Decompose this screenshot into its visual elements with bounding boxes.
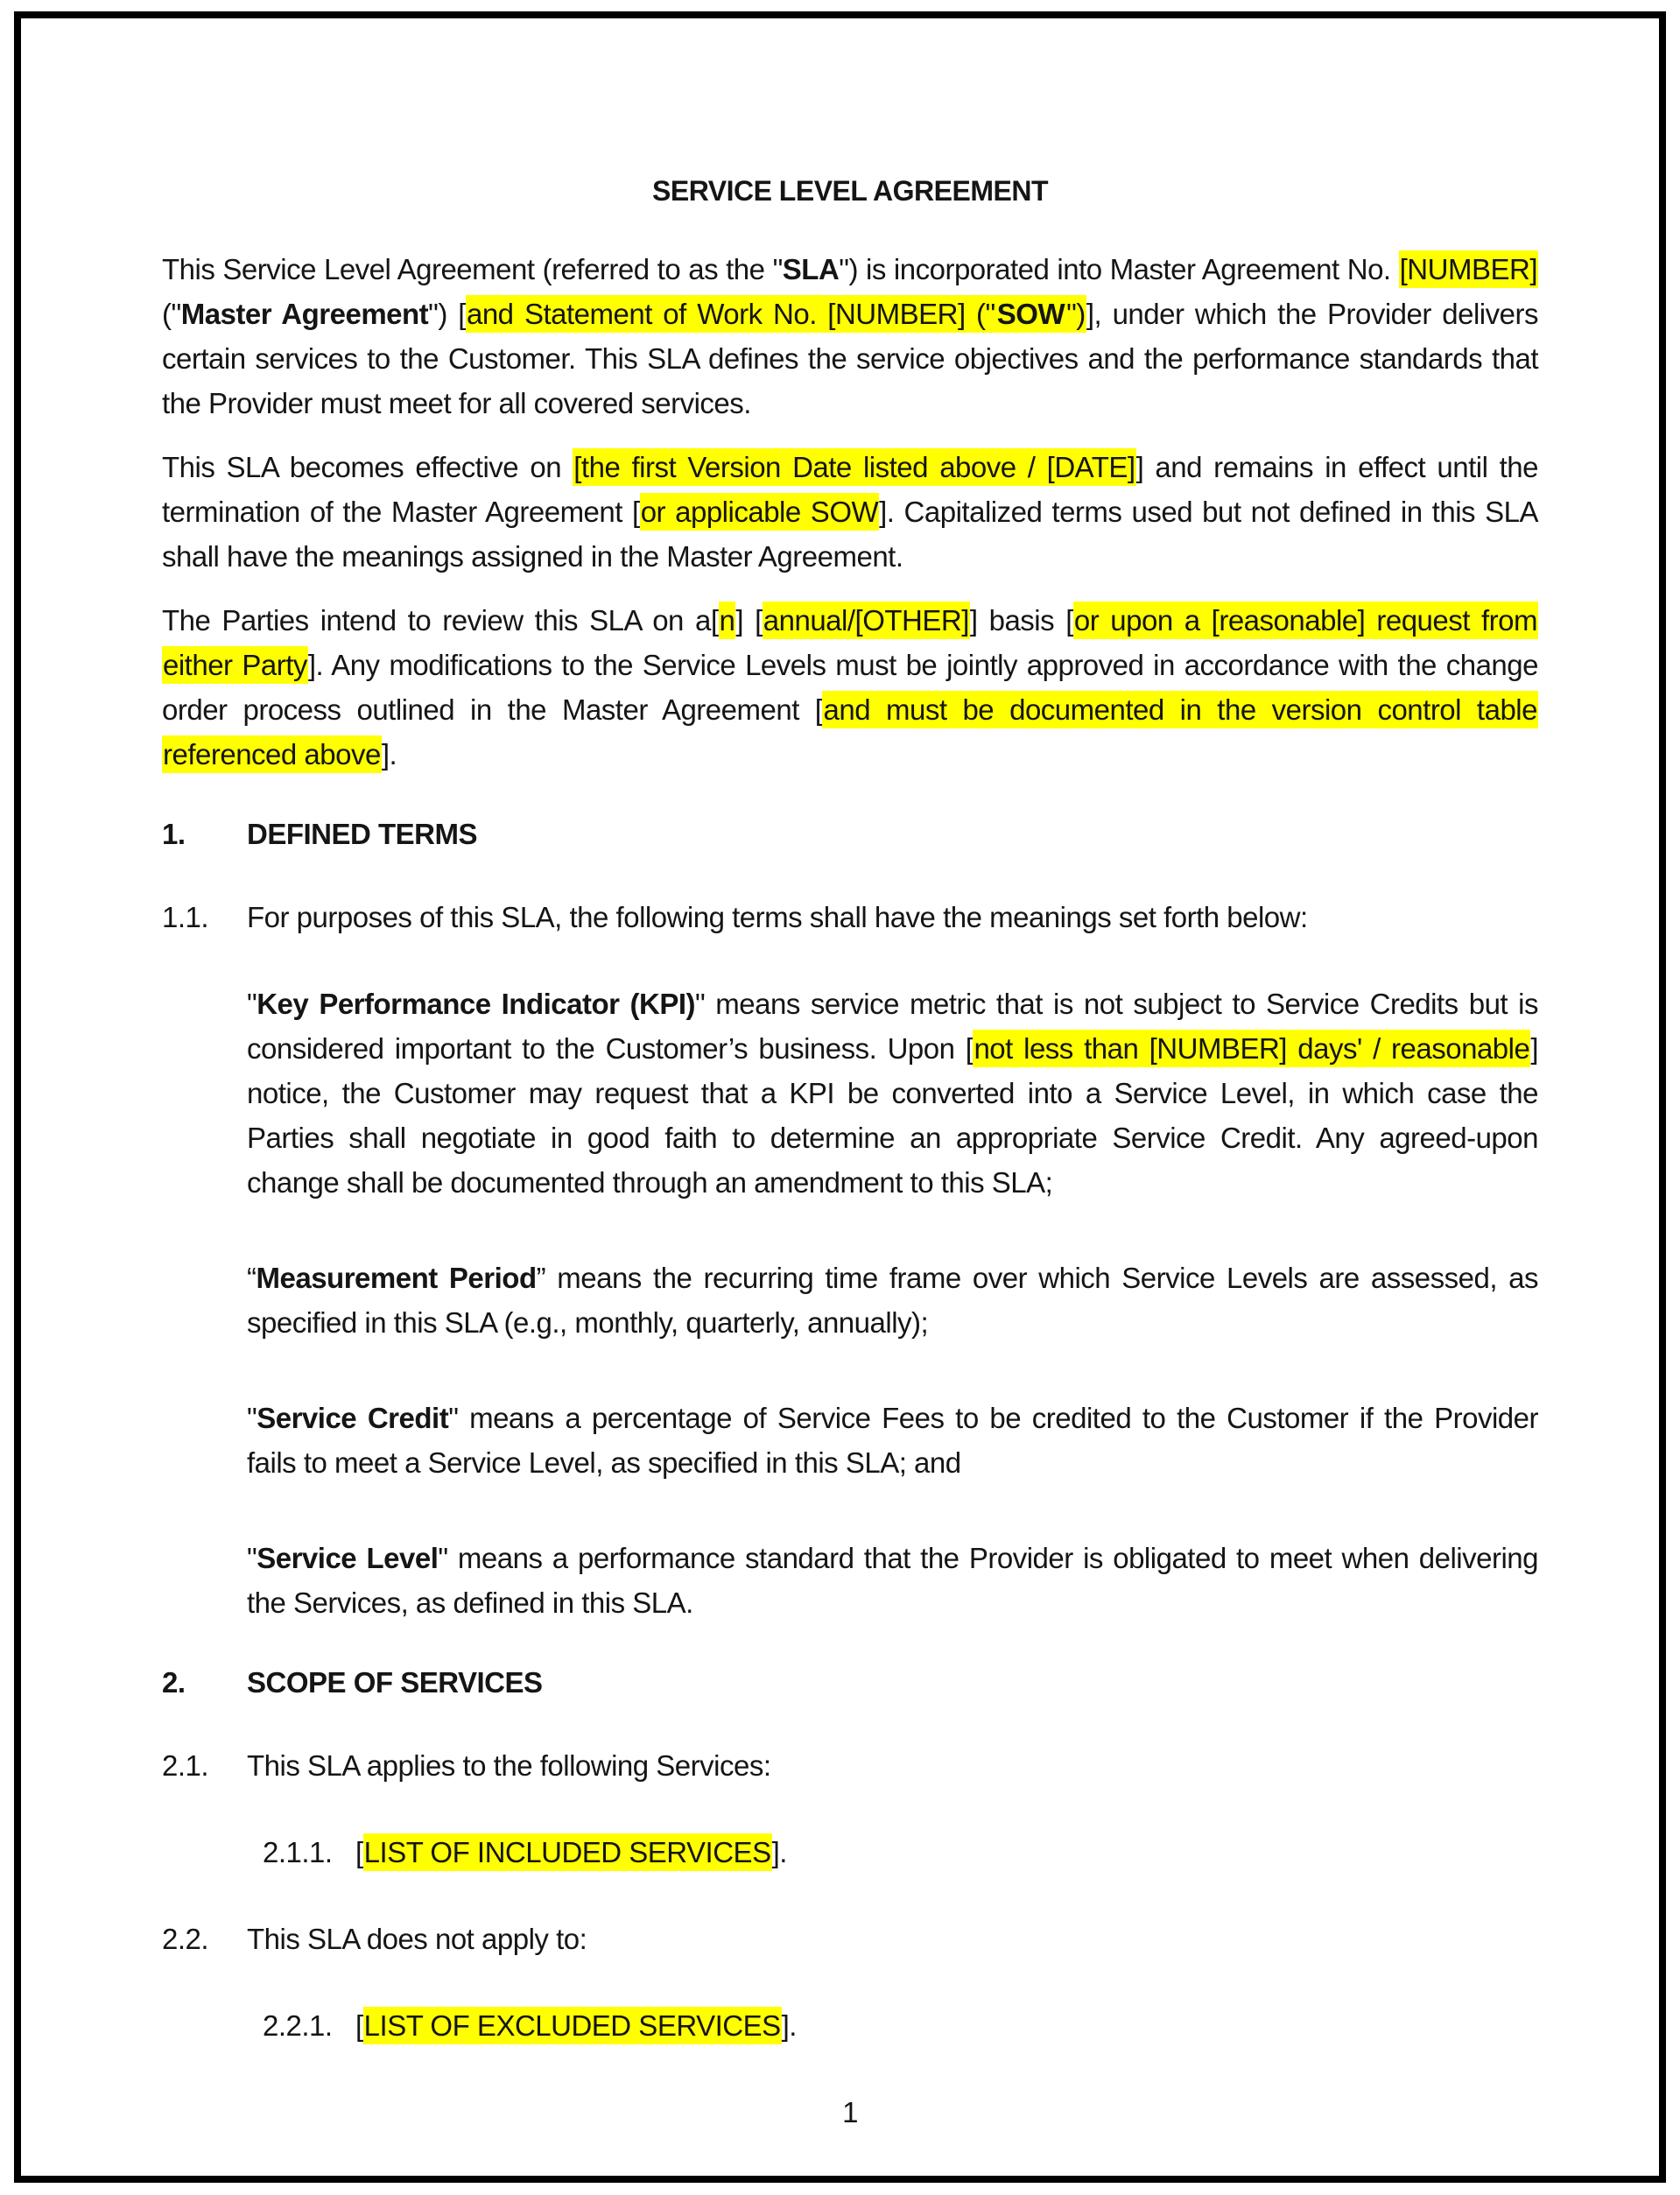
clause-2-1-text: This SLA applies to the following Services: <box>247 1749 771 1782</box>
clause-2-2-text: This SLA does not apply to: <box>247 1923 587 1955</box>
paragraph-service-level-definition: "Service Level" means a performance standard that the Provider is obligated to meet when delivering the Services, as defined in this SLA. <box>247 1542 1538 1619</box>
clause-2-2-number: 2.2. <box>162 1923 209 1955</box>
clause-2-2-1-number: 2.2.1. <box>263 2009 333 2042</box>
paragraph-intro: This Service Level Agreement (referred to as the "SLA") is incorporated into Master Agreement No. [NUMBER] ("Master Agreement") [and Statement of Work No. [NUMBER] ("SOW")], under which the Provider delivers certain services to the Customer. This SLA defines the service objectives and the performance standards that the Provider must meet for all covered services. <box>162 247 1538 426</box>
page-number: 1 <box>842 2096 858 2128</box>
clause-2-1-1-text: [LIST OF INCLUDED SERVICES]. <box>355 1830 1538 1875</box>
clause-2-2 <box>162 1917 1538 1961</box>
clause-2-1 <box>162 1743 1538 1788</box>
section-2-number: 2. <box>162 1666 186 1699</box>
section-2-heading <box>162 1660 1538 1705</box>
clause-1-1-text: For purposes of this SLA, the following terms shall have the meanings set forth below: <box>247 901 1308 933</box>
clause-2-2-1-text: [LIST OF EXCLUDED SERVICES]. <box>355 2003 1538 2048</box>
section-1-number: 1. <box>162 818 186 850</box>
paragraph-review-cycle: The Parties intend to review this SLA on a[n] [annual/[OTHER]] basis [or upon a [reasonable] request from either Party]. Any modifications to the Service Levels must be jointly approved in accordance with the change order process outlined in the Master Agreement [and must be documented in the version control table referenced above]. <box>162 598 1538 777</box>
paragraph-measurement-period-definition: “Measurement Period” means the recurring time frame over which Service Levels are assessed, as specified in this SLA (e.g., monthly, quarterly, annually); <box>247 1262 1538 1339</box>
document-page <box>162 169 1538 2135</box>
section-1-title: DEFINED TERMS <box>247 818 478 850</box>
paragraph-service-credit-definition: "Service Credit" means a percentage of Service Fees to be credited to the Customer if the Provider fails to meet a Service Level, as specified in this SLA; and <box>247 1402 1538 1479</box>
clause-1-1-number: 1.1. <box>162 901 209 933</box>
document-title: SERVICE LEVEL AGREEMENT <box>652 175 1048 207</box>
clause-2-1-1 <box>162 1830 1538 1875</box>
paragraph-kpi-definition: "Key Performance Indicator (KPI)" means service metric that is not subject to Service Credits but is considered important to the Customer’s business. Upon [not less than [NUMBER] days' / reasonable] notice, the Customer may request that a KPI be converted into a Service Level, in which case the Parties shall negotiate in good faith to determine an appropriate Service Credit. Any agreed-upon change shall be documented through an amendment to this SLA; <box>247 988 1539 1199</box>
clause-2-1-number: 2.1. <box>162 1749 209 1782</box>
clause-2-2-1 <box>162 2003 1538 2048</box>
clause-1-1 <box>162 895 1538 939</box>
paragraph-effective-date: This SLA becomes effective on [the first Version Date listed above / [DATE]] and remains in effect until the termination of the Master Agreement [or applicable SOW]. Capitalized terms used but not defined in this SLA shall have the meanings assigned in the Master Agreement. <box>162 445 1538 579</box>
section-1-heading <box>162 812 1538 856</box>
section-2-title: SCOPE OF SERVICES <box>247 1666 543 1699</box>
clause-2-1-1-number: 2.1.1. <box>263 1836 333 1868</box>
